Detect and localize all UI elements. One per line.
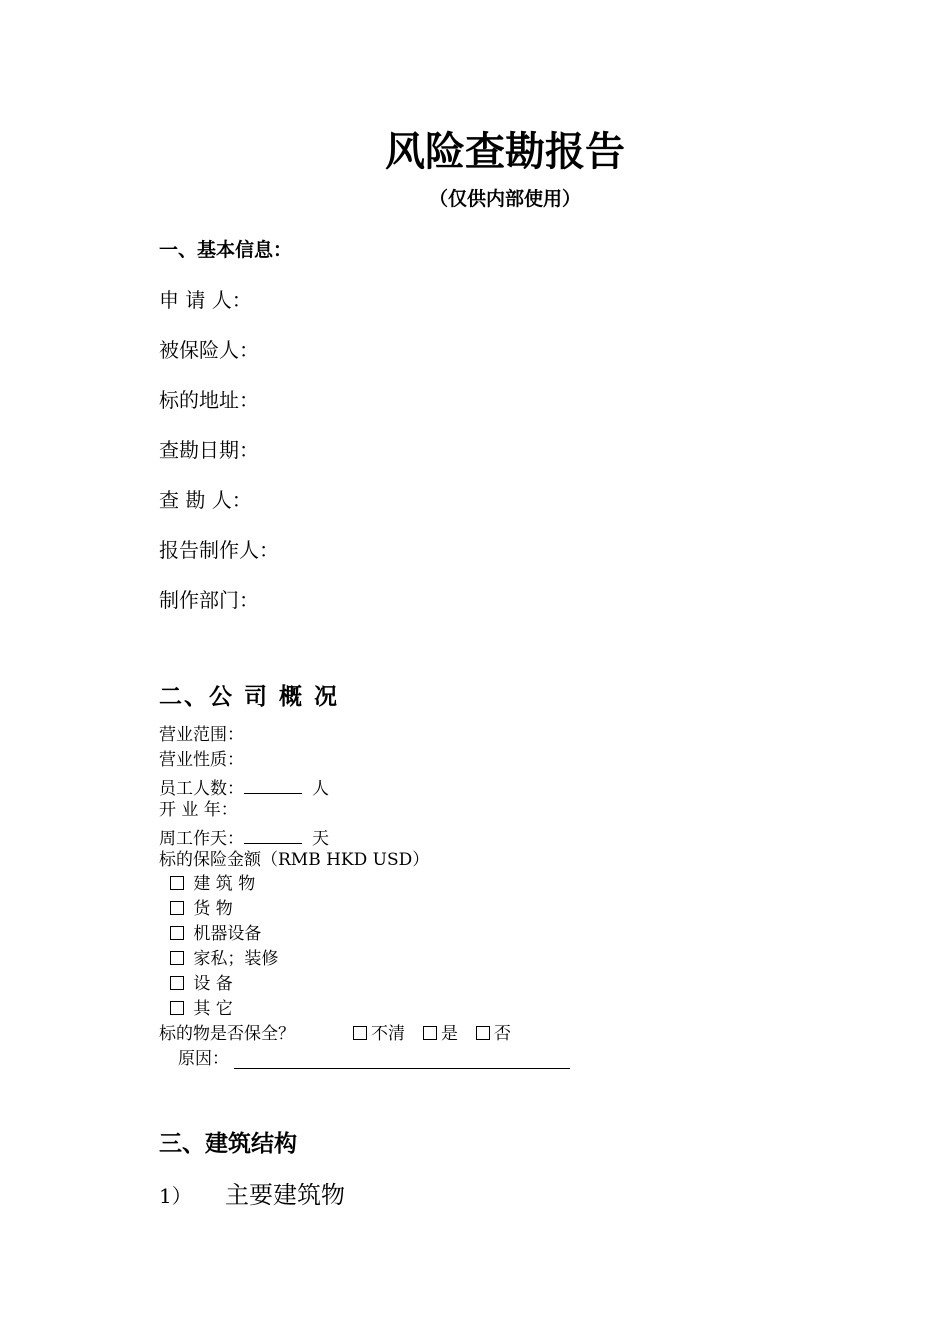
checkbox-item-goods (170, 901, 233, 918)
surveyor-field: 查 勘 人： (159, 488, 252, 512)
checkbox[interactable] (170, 901, 184, 915)
checkbox-label: 机器设备 (193, 924, 262, 944)
security-question-row (159, 1026, 529, 1043)
reason-label: 原因： (178, 1049, 229, 1069)
checkbox-label: 设 备 (193, 974, 233, 994)
applicant-field: 申 请 人： (159, 288, 252, 312)
checkbox-item-equipment (170, 976, 233, 993)
section-heading-building-structure: 三、建筑结构 (159, 1131, 297, 1157)
insured-amount-field: 标的保险金额（RMB HKD USD） (159, 850, 430, 870)
checkbox[interactable] (353, 1026, 367, 1040)
business-scope-field: 营业范围： (159, 725, 244, 745)
checkbox-label: 家私；装修 (193, 949, 279, 969)
subject-address-field: 标的地址： (159, 388, 259, 412)
employee-count-field (159, 777, 329, 798)
department-field: 制作部门： (159, 588, 259, 612)
checkbox-item-other (170, 1001, 233, 1018)
checkbox-item-furniture (170, 951, 278, 968)
checkbox-label: 建 筑 物 (193, 874, 256, 894)
checkbox-item-machinery (170, 926, 261, 943)
start-year-field: 开 业 年： (159, 800, 238, 820)
reason-input-line[interactable] (234, 1068, 570, 1069)
page-subtitle: （仅供内部使用） (428, 188, 581, 210)
option-no[interactable]: 否 (476, 1026, 511, 1043)
checkbox[interactable] (423, 1026, 437, 1040)
checkbox[interactable] (170, 876, 184, 890)
section-heading-company-overview: 二、公 司 概 况 (159, 684, 340, 710)
checkbox[interactable] (170, 976, 184, 990)
checkbox[interactable] (170, 951, 184, 965)
checkbox-label: 货 物 (193, 899, 233, 919)
security-question-label: 标的物是否保全？ (159, 1024, 295, 1044)
option-unclear[interactable]: 不清 (353, 1026, 405, 1043)
checkbox[interactable] (170, 1001, 184, 1015)
item-number: 1） (159, 1184, 192, 1208)
main-building-item (159, 1183, 345, 1207)
survey-date-field: 查勘日期： (159, 438, 259, 462)
page-title: 风险查勘报告 (385, 129, 625, 175)
section-heading-basic-info: 一、基本信息： (159, 239, 293, 261)
workdays-unit: 天 (312, 829, 329, 849)
business-nature-field: 营业性质： (159, 750, 244, 770)
checkbox-item-building (170, 876, 255, 893)
insured-field: 被保险人： (159, 338, 259, 362)
checkbox[interactable] (476, 1026, 490, 1040)
checkbox[interactable] (170, 926, 184, 940)
checkbox-label: 其 它 (193, 999, 233, 1019)
employee-count-blank (244, 777, 302, 794)
employee-count-unit: 人 (312, 779, 329, 799)
report-author-field: 报告制作人： (159, 538, 279, 562)
employee-count-label: 员工人数： (159, 779, 244, 799)
item-label: 主要建筑物 (225, 1181, 345, 1209)
workdays-field (159, 827, 329, 848)
workdays-blank (244, 827, 302, 844)
option-yes[interactable]: 是 (423, 1026, 458, 1043)
workdays-label: 周工作天： (159, 829, 244, 849)
